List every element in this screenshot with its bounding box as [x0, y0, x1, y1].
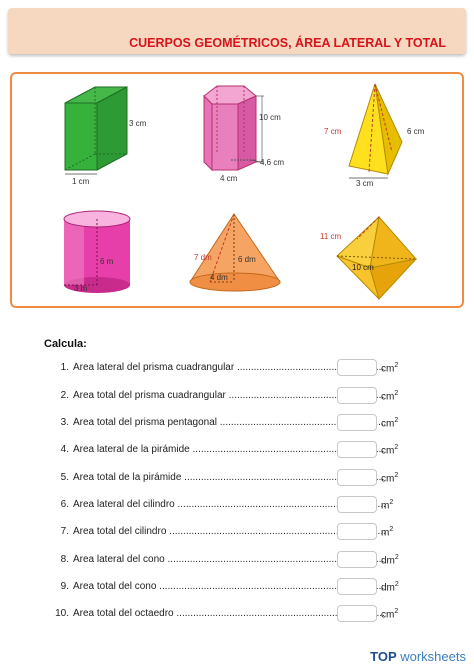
task-number: 4. [60, 444, 69, 455]
brand-worksheets: worksheets [396, 649, 466, 664]
task-number: 1. [60, 362, 69, 373]
cylinder-height-label: 6 m [100, 257, 114, 266]
task-text: Área lateral del cilindro ..... [73, 499, 385, 510]
header-banner [8, 8, 466, 54]
pyramid-apothem-label: 6 cm [407, 127, 425, 136]
answer-input[interactable] [337, 469, 377, 486]
unit-label: $cm^2$ [381, 390, 399, 403]
task-text: Área total del cilindro ..... [73, 526, 385, 537]
unit-label: $cm^2$ [381, 444, 399, 457]
cylinder-figure [64, 211, 130, 293]
task-row [50, 470, 450, 486]
task-number: 8. [60, 554, 69, 565]
task-text: Área total del cono ..... [73, 581, 385, 592]
calcula-label: Calcula: [44, 338, 87, 350]
task-row [50, 524, 450, 540]
task-text: Área total del octaedro ..... [73, 608, 385, 619]
answer-input[interactable] [337, 523, 377, 540]
unit-label: $m^2$ [381, 499, 394, 512]
answer-input[interactable] [337, 605, 377, 622]
unit-label: $cm^2$ [381, 362, 399, 375]
answer-input[interactable] [337, 414, 377, 431]
square-prism-base-label: 1 cm [72, 177, 90, 186]
task-number: 6. [60, 499, 69, 510]
figures-illustration [12, 74, 466, 310]
unit-label: $cm^2$ [381, 417, 399, 430]
task-row [50, 552, 450, 568]
task-number: 3. [60, 417, 69, 428]
answer-input[interactable] [337, 551, 377, 568]
pyramid-base-label: 3 cm [356, 179, 374, 188]
task-row [50, 415, 450, 431]
octahedron-figure [320, 217, 416, 299]
figures-panel [10, 72, 464, 308]
answer-input[interactable] [337, 387, 377, 404]
octahedron-edge-label: 11 cm [320, 232, 342, 241]
task-text: Área total del prisma pentagonal ..... [73, 417, 385, 428]
unit-label: $m^2$ [381, 526, 394, 539]
pyramid-figure [324, 84, 425, 188]
task-text: Área lateral del cono ..... [73, 554, 385, 565]
answer-input[interactable] [337, 496, 377, 513]
square-prism-figure [65, 87, 147, 186]
answer-input[interactable] [337, 578, 377, 595]
answer-input[interactable] [337, 441, 377, 458]
pentagonal-prism-height-label: 10 cm [259, 113, 281, 122]
task-text: Área total de la pirámide ..... [73, 472, 385, 483]
page-title: CUERPOS GEOMÉTRICOS, ÁREA LATERAL Y TOTAL [129, 36, 446, 50]
cone-height-label: 6 dm [238, 255, 256, 264]
unit-label: $dm^2$ [381, 554, 399, 567]
task-row [50, 579, 450, 595]
answer-input[interactable] [337, 359, 377, 376]
task-number: 2. [60, 390, 69, 401]
pentagonal-prism-side-label: 4 cm [220, 174, 238, 183]
cone-generatrix-label: 7 dm [194, 253, 212, 262]
unit-label: $cm^2$ [381, 608, 399, 621]
task-text: Área lateral de la pirámide ..... [73, 444, 385, 455]
footer-brand [370, 649, 466, 664]
brand-top: TOP [370, 649, 397, 664]
unit-label: $cm^2$ [381, 472, 399, 485]
pentagonal-prism-apothem-label: 4,6 cm [260, 158, 285, 167]
task-row [50, 388, 450, 404]
task-row [50, 497, 450, 513]
task-row [50, 442, 450, 458]
task-row [50, 606, 450, 622]
cone-figure [190, 214, 280, 291]
pentagonal-prism-figure [204, 86, 284, 183]
task-text: Área total del prisma cuadrangular ..... [73, 390, 385, 401]
task-row [50, 360, 450, 376]
square-prism-height-label: 3 cm [129, 119, 147, 128]
pyramid-slant-label: 7 cm [324, 127, 342, 136]
octahedron-diagonal-label: 10 cm [352, 263, 374, 272]
task-number: 10. [55, 608, 69, 619]
task-number: 9. [60, 581, 69, 592]
cylinder-radius-label: 3 m [74, 284, 88, 293]
task-number: 7. [60, 526, 69, 537]
task-text: Área lateral del prisma cuadrangular ..... [73, 362, 385, 373]
unit-label: $dm^2$ [381, 581, 399, 594]
cone-radius-label: 4 dm [210, 273, 228, 282]
task-number: 5. [60, 472, 69, 483]
